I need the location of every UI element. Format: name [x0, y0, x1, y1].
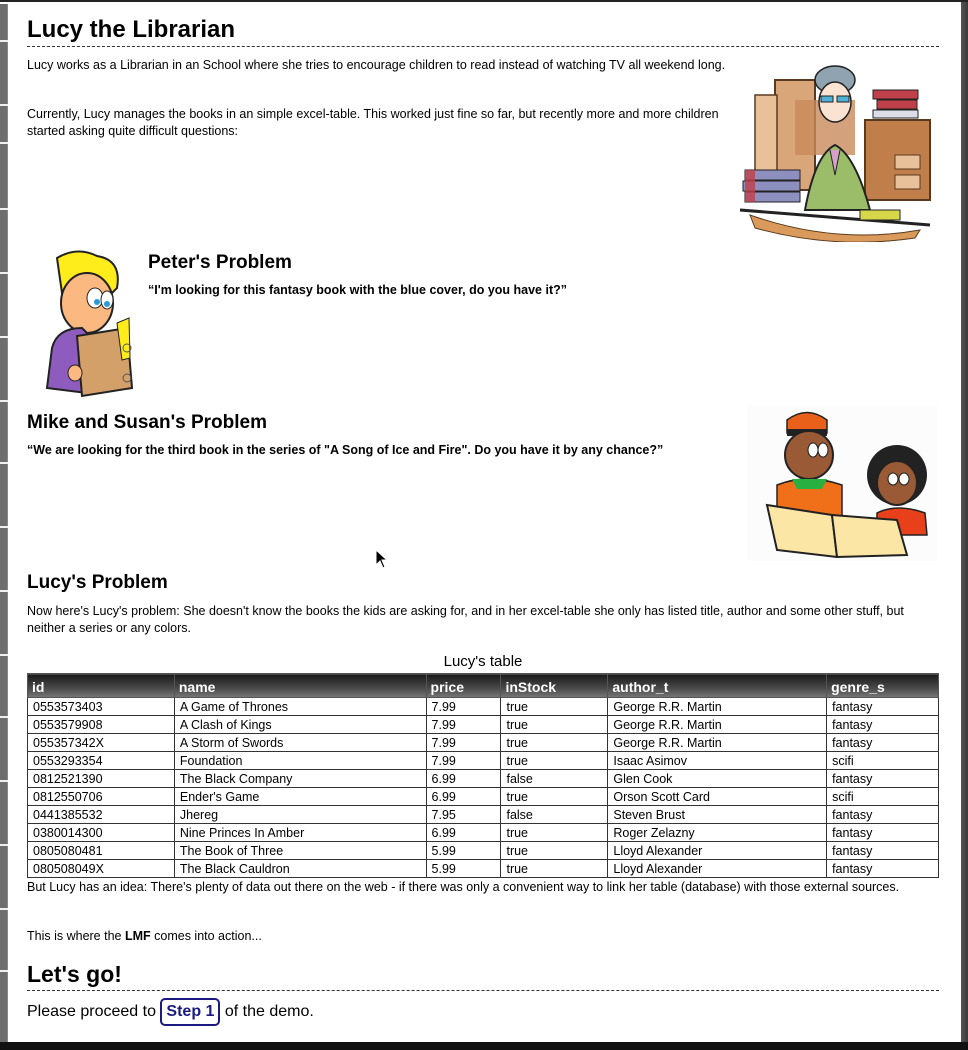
mouse-cursor-icon [375, 549, 389, 569]
peter-quote: “I'm looking for this fantasy book with the blue cover, do you have it?” [148, 283, 567, 297]
cell-price: 7.99 [426, 716, 501, 734]
column-header-id: id [28, 674, 175, 698]
cell-name: The Black Cauldron [174, 860, 426, 878]
cell-instock: true [501, 788, 608, 806]
lets-go-heading: Let's go! [27, 960, 939, 991]
proceed-suffix: of the demo. [220, 1003, 314, 1020]
cell-genre: fantasy [827, 860, 939, 878]
cell-id: 0812550706 [28, 788, 175, 806]
mike-susan-problem-heading: Mike and Susan's Problem [27, 412, 267, 433]
cell-id: 0553579908 [28, 716, 175, 734]
table-header-row [28, 674, 939, 698]
cell-id: 0553573403 [28, 698, 175, 716]
table-caption: Lucy's table [443, 653, 523, 670]
cell-name: Ender's Game [174, 788, 426, 806]
intro-paragraph: Currently, Lucy manages the books in an simple excel-table. This worked just fine so far, but recently more and more children started asking quite difficult questions: [27, 107, 719, 138]
cell-name: Nine Princes In Amber [174, 824, 426, 842]
boy-reading-illustration [37, 248, 137, 400]
cell-name: Foundation [174, 752, 426, 770]
cell-genre: fantasy [827, 734, 939, 752]
cell-author: Lloyd Alexander [608, 842, 827, 860]
cell-genre: scifi [827, 752, 939, 770]
table-row [28, 806, 939, 824]
column-header-author: author_t [608, 674, 827, 698]
table-row [28, 842, 939, 860]
cell-author: Roger Zelazny [608, 824, 827, 842]
column-header-price: price [426, 674, 501, 698]
cell-name: Jhereg [174, 806, 426, 824]
idea-paragraph: But Lucy has an idea: There's plenty of data out there on the web - if there was only a convenient way to link her table (database) with those external sources. [27, 880, 900, 894]
cell-id: 0380014300 [28, 824, 175, 842]
column-header-genre: genre_s [827, 674, 939, 698]
cell-name: A Storm of Swords [174, 734, 426, 752]
table-row [28, 788, 939, 806]
proceed-prefix: Please proceed to [27, 1003, 161, 1020]
cell-genre: fantasy [827, 806, 939, 824]
lmf-prefix: This is where the [27, 929, 125, 943]
cell-price: 7.99 [426, 698, 501, 716]
lmf-name: LMF [124, 929, 151, 943]
table-row [28, 698, 939, 716]
cell-instock: false [501, 770, 608, 788]
two-kids-reading-illustration [747, 405, 937, 561]
cell-name: A Clash of Kings [174, 716, 426, 734]
cell-price: 7.99 [426, 752, 501, 770]
step-1-button[interactable]: Step 1 [160, 998, 220, 1026]
cell-author: Isaac Asimov [608, 752, 827, 770]
cell-genre: fantasy [827, 698, 939, 716]
cell-instock: false [501, 806, 608, 824]
table-row [28, 734, 939, 752]
table-row [28, 716, 939, 734]
cell-genre: fantasy [827, 770, 939, 788]
cell-genre: fantasy [827, 842, 939, 860]
cell-author: Orson Scott Card [608, 788, 827, 806]
cell-price: 7.95 [426, 806, 501, 824]
cell-id: 0805080481 [28, 842, 175, 860]
books-table [27, 673, 939, 878]
cell-instock: true [501, 734, 608, 752]
lmf-paragraph [27, 928, 262, 945]
cell-instock: true [501, 824, 608, 842]
scrollbar[interactable] [961, 2, 968, 1044]
peter-problem-heading: Peter's Problem [148, 252, 292, 273]
cell-instock: true [501, 860, 608, 878]
lucy-problem-text: Now here's Lucy's problem: She doesn't know the books the kids are asking for, and in her excel-table she only has listed title, author and some other stuff, but neither a series or any colors. [27, 604, 904, 635]
cell-author: Glen Cook [608, 770, 827, 788]
cell-instock: true [501, 698, 608, 716]
cell-price: 7.99 [426, 734, 501, 752]
cell-instock: true [501, 716, 608, 734]
cell-genre: scifi [827, 788, 939, 806]
column-header-instock: inStock [501, 674, 608, 698]
cell-name: The Black Company [174, 770, 426, 788]
proceed-text [27, 998, 314, 1026]
cell-price: 6.99 [426, 788, 501, 806]
intro-paragraph: Lucy works as a Librarian in an School where she tries to encourage children to read instead of watching TV all weekend long. [27, 58, 726, 72]
table-row [28, 824, 939, 842]
cell-genre: fantasy [827, 824, 939, 842]
table-row [28, 860, 939, 878]
cell-author: Lloyd Alexander [608, 860, 827, 878]
column-header-name: name [174, 674, 426, 698]
cell-author: George R.R. Martin [608, 734, 827, 752]
left-window-edge [0, 4, 8, 1044]
cell-id: 055357342X [28, 734, 175, 752]
cell-id: 0441385532 [28, 806, 175, 824]
cell-price: 6.99 [426, 824, 501, 842]
cell-instock: true [501, 842, 608, 860]
page-title: Lucy the Librarian [27, 16, 939, 47]
cell-author: George R.R. Martin [608, 716, 827, 734]
table-row [28, 770, 939, 788]
lmf-suffix: comes into action... [150, 929, 262, 943]
cell-id: 080508049X [28, 860, 175, 878]
cell-price: 5.99 [426, 842, 501, 860]
cell-instock: true [501, 752, 608, 770]
table-body [28, 698, 939, 878]
cell-price: 6.99 [426, 770, 501, 788]
cell-name: A Game of Thrones [174, 698, 426, 716]
lucy-problem-heading: Lucy's Problem [27, 572, 168, 593]
cell-name: The Book of Three [174, 842, 426, 860]
mike-susan-quote: “We are looking for the third book in the series of "A Song of Ice and Fire". Do you have it by any chance?” [27, 443, 664, 457]
cell-id: 0812521390 [28, 770, 175, 788]
librarian-illustration [735, 60, 935, 242]
cell-price: 5.99 [426, 860, 501, 878]
cell-id: 0553293354 [28, 752, 175, 770]
bottom-window-edge [0, 1042, 968, 1050]
table-row [28, 752, 939, 770]
cell-genre: fantasy [827, 716, 939, 734]
cell-author: George R.R. Martin [608, 698, 827, 716]
cell-author: Steven Brust [608, 806, 827, 824]
